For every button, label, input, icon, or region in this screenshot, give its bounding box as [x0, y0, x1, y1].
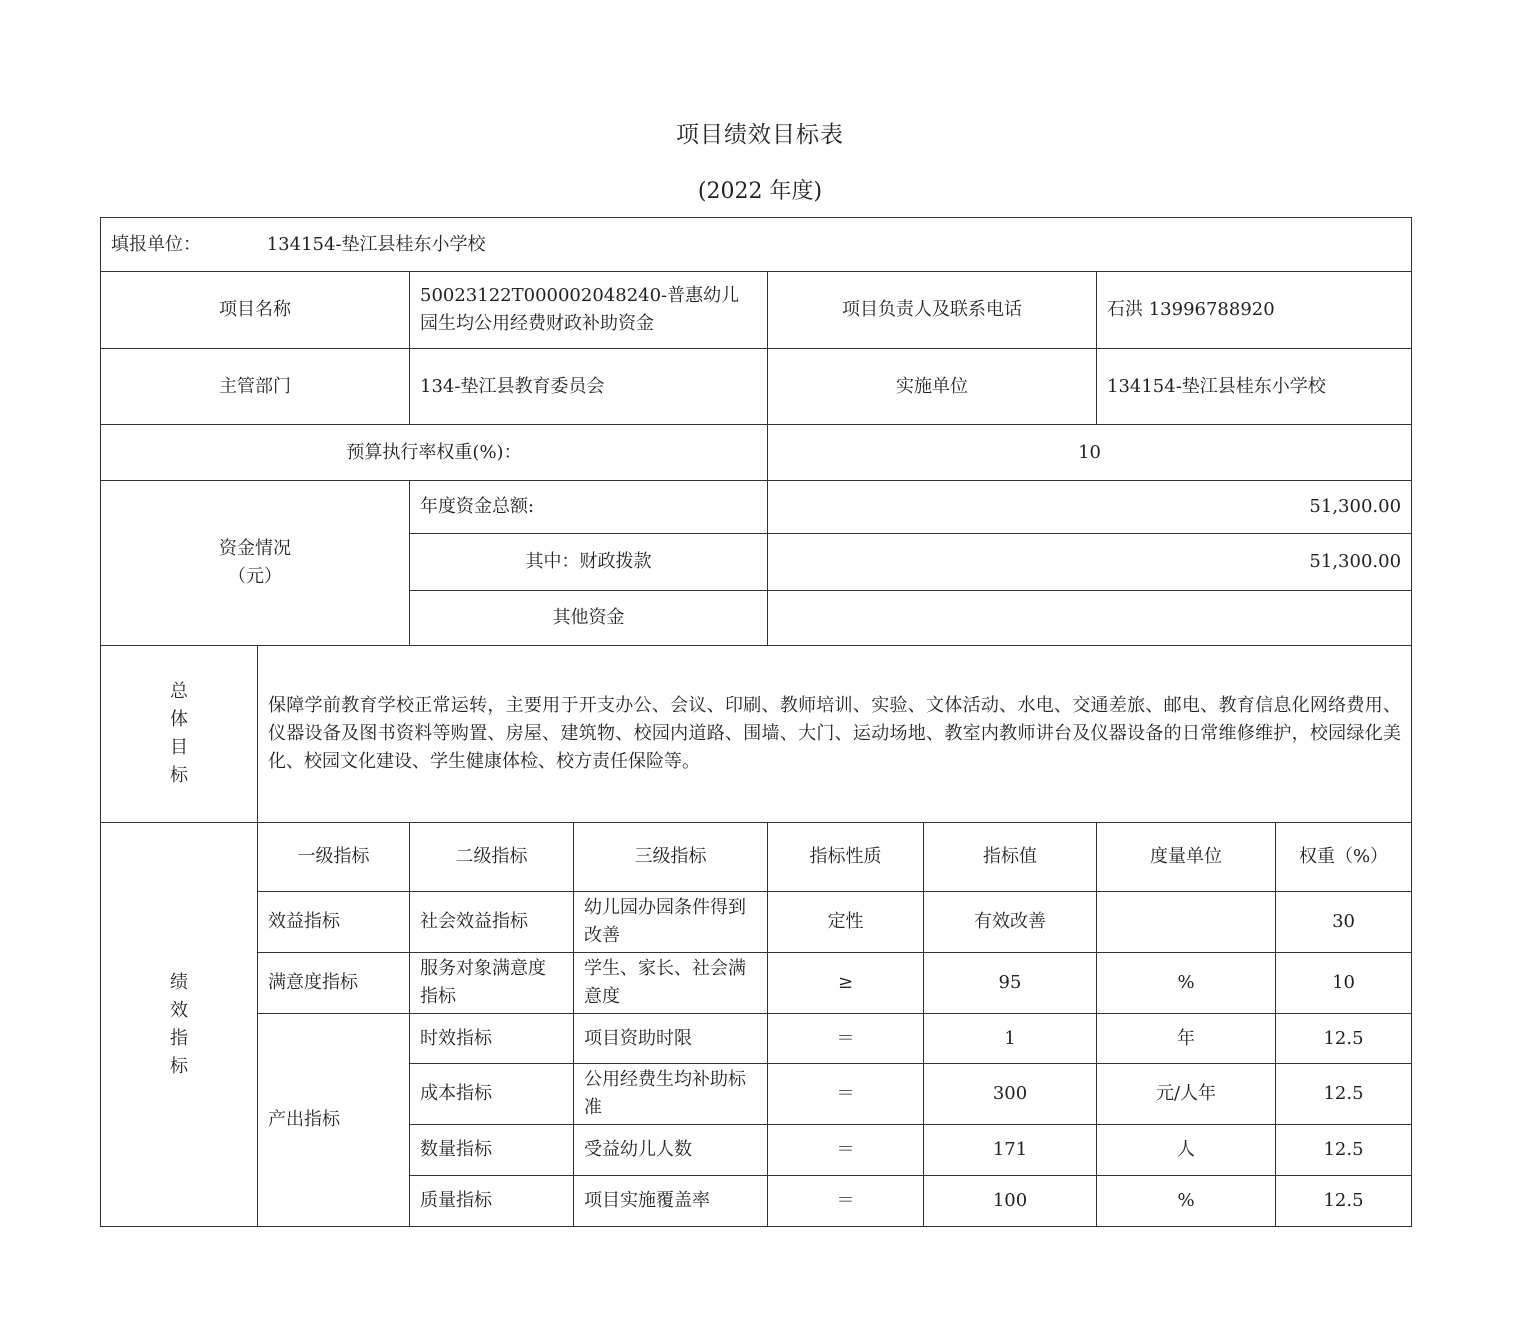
budget-weight-row: [101, 425, 1412, 481]
table-row: [101, 1014, 1412, 1064]
row-level2: 服务对象满意度指标: [410, 953, 574, 1014]
indicators-char: 标: [170, 1055, 188, 1077]
row-level3: 学生、家长、社会满意度: [574, 953, 768, 1014]
funds-label: [101, 481, 410, 646]
project-name-row: [101, 272, 1412, 349]
project-name-value: 50023122T000002048240-普惠幼儿园生均公用经费财政补助资金: [410, 272, 768, 349]
funds-label-line2: （元）: [228, 566, 282, 587]
competent-dept-label: 主管部门: [101, 349, 410, 425]
row-nature: ＝: [768, 1064, 924, 1125]
row-value: 1: [924, 1014, 1097, 1064]
row-level1: 满意度指标: [258, 953, 410, 1014]
header-level1: 一级指标: [258, 823, 410, 892]
indicator-header-row: [101, 823, 1412, 892]
overall-goal-text: 保障学前教育学校正常运转，主要用于开支办公、会议、印刷、教师培训、实验、文体活动、水电、交通差旅、邮电、教育信息化网络费用、仪器设备及图书资料等购置、房屋、建筑物、校园内道路、围墙、大门、运动场地、教室内教师讲台及仪器设备的日常维修维护，校园绿化美化、校园文化建设、学生健康体检、校方责任保险等。: [258, 646, 1412, 823]
header-nature: 指标性质: [768, 823, 924, 892]
competent-dept-value: 134-垫江县教育委员会: [410, 349, 768, 425]
funds-label-line1: 资金情况: [219, 538, 291, 559]
table-row: [101, 892, 1412, 953]
row-nature: ＝: [768, 1176, 924, 1227]
indicators-label: [101, 823, 258, 1227]
report-unit-row: [101, 218, 1412, 272]
row-weight: 30: [1276, 892, 1412, 953]
row-weight: 12.5: [1276, 1125, 1412, 1176]
report-unit-label: 填报单位：: [111, 233, 201, 255]
header-level3: 三级指标: [574, 823, 768, 892]
row-level2: 成本指标: [410, 1064, 574, 1125]
indicators-char: 效: [170, 999, 188, 1021]
row-value: 有效改善: [924, 892, 1097, 953]
report-unit-cell: [101, 218, 1412, 272]
row-nature: ≥: [768, 953, 924, 1014]
row-level2: 社会效益指标: [410, 892, 574, 953]
row-unit: 人: [1097, 1125, 1276, 1176]
table-row: [101, 953, 1412, 1014]
row-level2: 质量指标: [410, 1176, 574, 1227]
performance-table: [100, 217, 1412, 1227]
row-unit: %: [1097, 953, 1276, 1014]
row-level1: 产出指标: [258, 1014, 410, 1227]
overall-goal-label: [101, 646, 258, 823]
row-unit: [1097, 892, 1276, 953]
row-weight: 10: [1276, 953, 1412, 1014]
funds-total-value: 51,300.00: [768, 481, 1412, 534]
indicators-char: 指: [170, 1027, 188, 1049]
row-weight: 12.5: [1276, 1176, 1412, 1227]
row-weight: 12.5: [1276, 1014, 1412, 1064]
row-nature: 定性: [768, 892, 924, 953]
row-value: 300: [924, 1064, 1097, 1125]
row-level3: 项目实施覆盖率: [574, 1176, 768, 1227]
header-weight: 权重（%）: [1276, 823, 1412, 892]
project-leader-label: 项目负责人及联系电话: [768, 272, 1097, 349]
funds-other-value: [768, 591, 1412, 646]
row-level1: 效益指标: [258, 892, 410, 953]
funds-fiscal-label: 其中：财政拨款: [410, 534, 768, 591]
header-unit: 度量单位: [1097, 823, 1276, 892]
row-unit: %: [1097, 1176, 1276, 1227]
page-title: 项目绩效目标表: [676, 122, 844, 148]
row-weight: 12.5: [1276, 1064, 1412, 1125]
overall-goal-char: 目: [170, 737, 188, 758]
header-level2: 二级指标: [410, 823, 574, 892]
project-name-label: 项目名称: [101, 272, 410, 349]
project-leader-value: 石洪 13996788920: [1097, 272, 1412, 349]
page-subtitle: (2022 年度): [697, 179, 823, 204]
report-unit-value: 134154-垫江县桂东小学校: [266, 233, 486, 255]
funds-total-row: [101, 481, 1412, 534]
row-value: 100: [924, 1176, 1097, 1227]
budget-weight-value: 10: [768, 425, 1412, 481]
row-level3: 受益幼儿人数: [574, 1125, 768, 1176]
overall-goal-char: 总: [170, 681, 188, 702]
indicators-char: 绩: [170, 971, 188, 993]
impl-unit-label: 实施单位: [768, 349, 1097, 425]
funds-total-label: 年度资金总额:: [410, 481, 768, 534]
row-level3: 幼儿园办园条件得到改善: [574, 892, 768, 953]
row-value: 95: [924, 953, 1097, 1014]
row-level3: 公用经费生均补助标准: [574, 1064, 768, 1125]
overall-goal-char: 体: [170, 709, 188, 730]
overall-goal-row: [101, 646, 1412, 823]
row-level2: 时效指标: [410, 1014, 574, 1064]
row-nature: ＝: [768, 1014, 924, 1064]
funds-fiscal-value: 51,300.00: [768, 534, 1412, 591]
funds-other-label: 其他资金: [410, 591, 768, 646]
row-unit: 年: [1097, 1014, 1276, 1064]
row-unit: 元/人年: [1097, 1064, 1276, 1125]
row-level2: 数量指标: [410, 1125, 574, 1176]
budget-weight-label: 预算执行率权重(%)：: [101, 425, 768, 481]
overall-goal-char: 标: [170, 765, 188, 786]
row-level3: 项目资助时限: [574, 1014, 768, 1064]
dept-row: [101, 349, 1412, 425]
row-value: 171: [924, 1125, 1097, 1176]
row-nature: ＝: [768, 1125, 924, 1176]
impl-unit-value: 134154-垫江县桂东小学校: [1097, 349, 1412, 425]
header-value: 指标值: [924, 823, 1097, 892]
